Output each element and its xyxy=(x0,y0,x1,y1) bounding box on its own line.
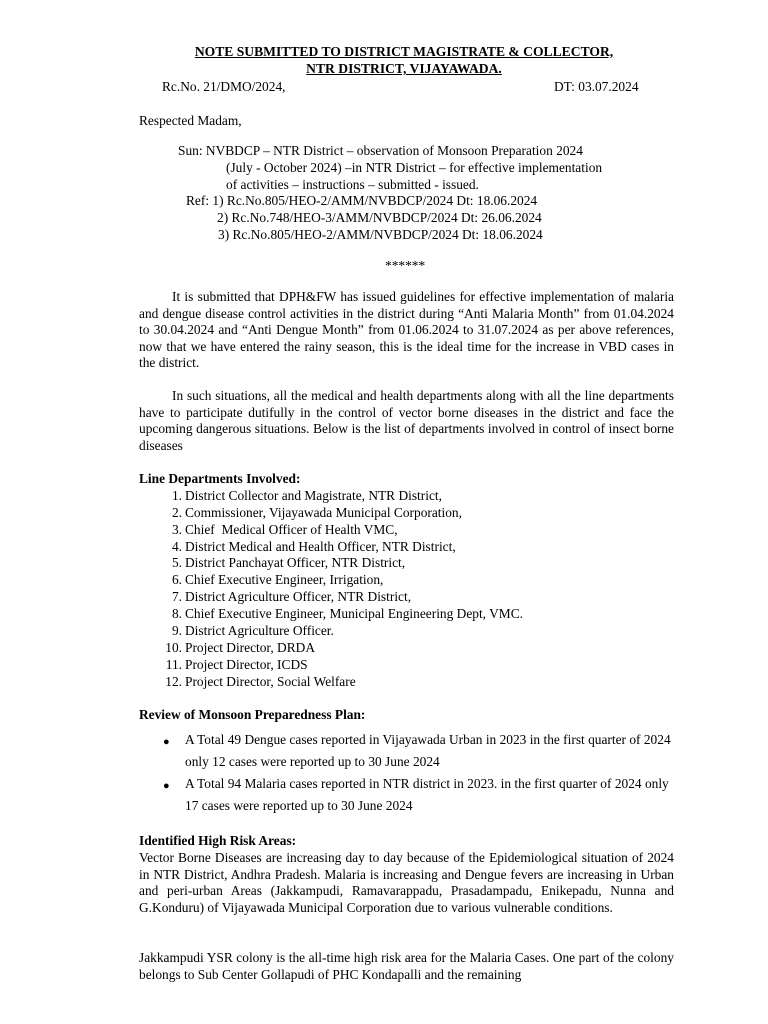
list-number: 6. xyxy=(171,572,182,587)
document-title-line2: NTR DISTRICT, VIJAYAWADA. xyxy=(306,61,502,76)
list-item-text: Chief Medical Officer of Health VMC, xyxy=(185,522,398,537)
list-item-text: District Panchayat Officer, NTR District, xyxy=(185,555,406,570)
bullet-text: A Total 94 Malaria cases reported in NTR district in 2023. in the first quarter of 2024 only 17 cases were reported up to 30 June 2024 xyxy=(185,776,669,813)
paragraph-intro: It is submitted that DPH&FW has issued guidelines for effective implementation of malaria and dengue disease control activities in the district during “Anti Malaria Month” from 01.04.2024 to 30.04.2024 and “Anti Dengue Month” from 01.06.2024 to 31.07.2024 as per above references, now that we have entered the rainy season, this is the ideal time for the increase in VBD cases in the district. xyxy=(139,289,674,371)
subject-line-1: Sun: NVBDCP – NTR District – observation of Monsoon Preparation 2024 xyxy=(178,143,583,158)
subject-line-3: of activities – instructions – submitted - issued. xyxy=(226,177,479,192)
line-departments-heading: Line Departments Involved: xyxy=(139,471,301,486)
list-item-text: Project Director, Social Welfare xyxy=(185,674,356,689)
list-item-text: Commissioner, Vijayawada Municipal Corporation, xyxy=(185,505,462,520)
bullet-text: A Total 49 Dengue cases reported in Vijayawada Urban in 2023 in the first quarter of 2024 only 12 cases were reported up to 30 June 2024 xyxy=(185,732,671,769)
reference-number: Rc.No. 21/DMO/2024, xyxy=(162,79,286,94)
list-item-text: Chief Executive Engineer, Irrigation, xyxy=(185,572,384,587)
list-item-text: District Agriculture Officer. xyxy=(185,623,334,638)
document-date: DT: 03.07.2024 xyxy=(554,79,639,94)
list-number: 1. xyxy=(171,488,182,503)
list-item-text: District Collector and Magistrate, NTR District, xyxy=(185,488,442,503)
high-risk-heading: Identified High Risk Areas: xyxy=(139,833,297,848)
list-number: 9. xyxy=(171,623,182,638)
bullet-icon: ● xyxy=(163,780,170,792)
list-number: 10. xyxy=(165,640,182,655)
list-item-text: District Agriculture Officer, NTR District, xyxy=(185,589,412,604)
list-number: 5. xyxy=(171,555,182,570)
reference-1: Ref: 1) Rc.No.805/HEO-2/AMM/NVBDCP/2024 Dt: 18.06.2024 xyxy=(186,193,538,208)
list-item-text: Project Director, DRDA xyxy=(185,640,315,655)
salutation: Respected Madam, xyxy=(139,113,242,128)
separator: ****** xyxy=(385,258,426,273)
list-number: 2. xyxy=(171,505,182,520)
review-heading: Review of Monsoon Preparedness Plan: xyxy=(139,707,366,722)
reference-2: 2) Rc.No.748/HEO-3/AMM/NVBDCP/2024 Dt: 26.06.2024 xyxy=(217,210,542,225)
list-number: 11. xyxy=(165,657,182,672)
subject-line-2: (July - October 2024) –in NTR District – for effective implementation xyxy=(226,160,603,175)
high-risk-paragraph: Vector Borne Diseases are increasing day to day because of the Epidemiological situation of 2024 in NTR District, Andhra Pradesh. Malaria is increasing and Dengue fevers are increasing in Urban and peri-urban Areas (Jakkampudi, Ramavarappadu, Prasadampadu, Enikepadu, Nunna and G.Konduru) of Vijayawada Municipal Corporation due to various vulnerable conditions. xyxy=(139,850,674,915)
list-number: 12. xyxy=(165,674,182,689)
list-item-text: Chief Executive Engineer, Municipal Engineering Dept, VMC. xyxy=(185,606,523,621)
document-title-line1: NOTE SUBMITTED TO DISTRICT MAGISTRATE & COLLECTOR, xyxy=(194,44,614,59)
list-number: 3. xyxy=(171,522,182,537)
list-item-text: Project Director, ICDS xyxy=(185,657,308,672)
reference-3: 3) Rc.No.805/HEO-2/AMM/NVBDCP/2024 Dt: 18.06.2024 xyxy=(218,227,543,242)
paragraph-jakkampudi: Jakkampudi YSR colony is the all-time high risk area for the Malaria Cases. One part of the colony belongs to Sub Center Gollapudi of PHC Kondapalli and the remaining xyxy=(139,950,674,982)
list-number: 8. xyxy=(171,606,182,621)
bullet-icon: ● xyxy=(163,736,170,748)
list-number: 4. xyxy=(171,539,182,554)
list-item-text: District Medical and Health Officer, NTR District, xyxy=(185,539,456,554)
list-number: 7. xyxy=(171,589,182,604)
paragraph-departments: In such situations, all the medical and health departments along with all the line departments have to participate dutifully in the control of vector borne diseases in the district and face the upcoming dangerous situations. Below is the list of departments involved in control of insect borne diseases xyxy=(139,388,674,453)
